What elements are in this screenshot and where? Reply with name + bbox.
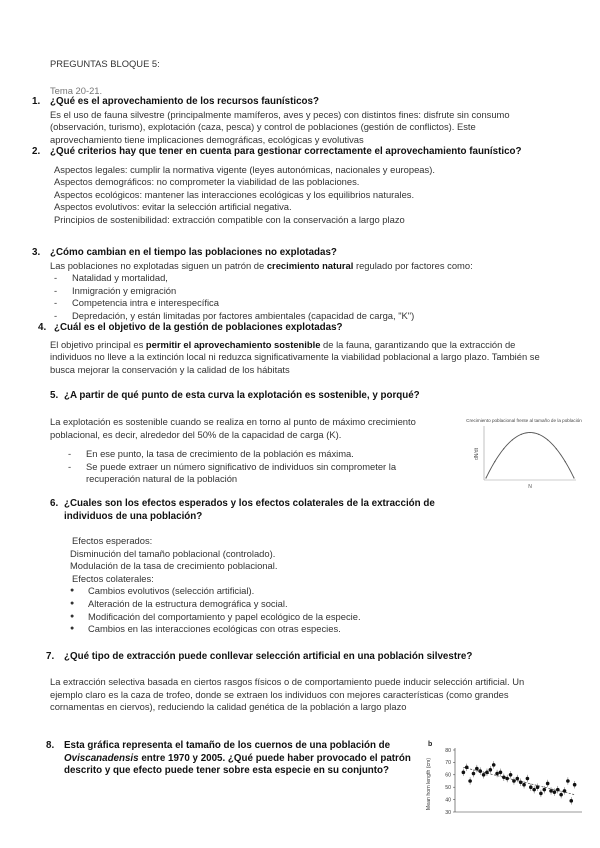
collateral-list [68, 585, 532, 635]
data-point [462, 771, 466, 775]
data-point [468, 779, 472, 783]
question-number: 4. [38, 322, 47, 333]
data-point [472, 772, 476, 776]
criteria-line: Principios de sostenibilidad: extracción compatible con la conservación a largo plazo [54, 213, 405, 225]
reason-list [50, 448, 444, 486]
y-tick-label: 80 [445, 747, 451, 754]
list-item: ● Modificación del comportamiento y papel ecológico de la especie. [68, 611, 532, 624]
question-number: 8. [46, 740, 55, 751]
q6-effects [72, 535, 532, 636]
highlight-text: crecimiento natural [266, 259, 354, 271]
data-point [556, 788, 560, 792]
question-number: 7. [46, 651, 55, 662]
answer-text: Es el uso de fauna silvestre (principalmente mamíferos, aves y peces) con distintos fines: disfrute sin consumo (observación, turismo), explotación (caza, pesca) y control de poblaciones (gestión de conflictos). Este aprovechamiento tiene implicaciones demográficas, ecológicas y evolutivas [50, 108, 510, 145]
list-item: - Competencia intra e interespecífica [50, 297, 552, 310]
criteria-line: Aspectos evolutivos: evitar la selección artificial negativa. [54, 201, 292, 213]
question-4 [38, 322, 558, 376]
question-text: ¿Qué criterios hay que tener en cuenta para gestionar correctamente el aprovechamiento faunístico? [50, 146, 522, 157]
curve-point [521, 434, 522, 435]
q5-answer [50, 416, 450, 486]
data-point [512, 779, 516, 783]
chart-title: Crecimiento poblacional frente al tamaño de la población [466, 418, 582, 423]
list-item: ● Cambios evolutivos (selección artificial). [68, 585, 532, 598]
data-point [549, 789, 553, 793]
horn-length-figure [424, 738, 584, 818]
data-point [566, 779, 570, 783]
highlight-text: permitir el aprovechamiento sostenible [145, 338, 321, 350]
curve-point [503, 448, 504, 449]
question-text: ¿Cómo cambian en el tiempo las poblaciones no explotadas? [50, 247, 337, 258]
answer-text: Las poblaciones no explotadas siguen un patrón de crecimiento natural regulado por factores como: [50, 259, 473, 271]
data-point [475, 767, 479, 771]
curve-point [529, 432, 530, 433]
topic-label: Tema 20-21. [50, 85, 103, 96]
question-2 [32, 146, 542, 227]
data-point [559, 793, 563, 797]
y-tick-label: 40 [445, 797, 451, 804]
data-point [482, 773, 486, 777]
data-point [539, 792, 543, 796]
question-3 [32, 247, 552, 323]
data-point [553, 790, 557, 794]
question-number: 2. [32, 146, 41, 157]
panel-label: b [428, 741, 433, 748]
growth-curve-figure [462, 414, 582, 492]
y-tick-label: 30 [445, 809, 451, 816]
data-point [519, 780, 523, 784]
y-tick-label: 60 [445, 772, 451, 779]
data-point [489, 768, 493, 772]
curve-point [512, 439, 513, 440]
y-tick-label: 50 [445, 785, 451, 791]
question-6 [50, 498, 470, 523]
data-point [465, 766, 469, 770]
curve-point [573, 477, 574, 478]
expected-item: Disminución del tamaño poblacional (controlado). [70, 547, 276, 559]
species-name: Oviscanadensis [64, 752, 139, 764]
list-item: - En ese punto, la tasa de crecimiento de la población es máxima. [64, 448, 444, 461]
list-item: ● Cambios en las interacciones ecológicas con otras especies. [68, 623, 532, 636]
expected-title: Efectos esperados: [72, 535, 153, 546]
y-axis-label: dN/dt [474, 448, 480, 460]
factor-list [32, 272, 552, 322]
criteria-list [32, 164, 542, 227]
data-point [499, 771, 503, 775]
answer-text: La explotación es sostenible cuando se realiza en torno al punto de máximo crecimiento poblacional, es decir, alrededor del 50% de la capacidad de carga (K). [50, 416, 416, 440]
question-text: ¿Cuál es el objetivo de la gestión de poblaciones explotadas? [54, 322, 343, 333]
y-tick-label: 70 [445, 760, 451, 767]
question-number: 6. [50, 498, 59, 509]
data-point [563, 789, 567, 793]
data-point [522, 783, 526, 787]
data-point [485, 771, 489, 775]
x-axis-label: N [528, 484, 532, 490]
question-number: 5. [50, 390, 59, 401]
criteria-line: Aspectos legales: cumplir la normativa vigente (leyes autonómicas, nacionales y europeas). [54, 163, 435, 175]
list-item: - Natalidad y mortalidad, [50, 272, 552, 285]
question-text: ¿Cuales son los efectos esperados y los efectos colaterales de la extracción de individuos de una población? [64, 498, 435, 522]
data-point [546, 782, 550, 786]
data-point [509, 773, 513, 777]
collateral-title: Efectos colaterales: [72, 572, 154, 584]
criteria-line: Aspectos ecológicos: mantener las interacciones ecológicas y los equilibrios naturales. [54, 188, 415, 200]
answer-text: El objetivo principal es permitir el aprovechamiento sostenible de la fauna, garantizando que la extracción de individuos no lleve a la extinción local ni reduzca significativamente la viabilidad poblacional a largo plazo. También se busca mejorar la conservación y la calidad de los hábitats [50, 338, 540, 375]
curve-point [547, 439, 548, 440]
question-7 [46, 651, 566, 664]
growth-curve-line [486, 433, 574, 478]
curve-point [565, 461, 566, 462]
growth-curve-chart [462, 414, 582, 492]
y-axis-label: Mean horn length (cm) [426, 757, 432, 811]
question-text: ¿A partir de qué punto de esta curva la explotación es sostenible, y porqué? [64, 390, 420, 401]
question-8: 8. Esta gráfica representa el tamaño de los cuernos de una población de Oviscanadensis entre 1970 y 2005. ¿Qué puede haber provocado el patrón descrito y que efecto puede tener sobre esta especie en su conjunto? [46, 740, 411, 777]
page-title: PREGUNTAS BLOQUE 5: [50, 58, 160, 69]
curve-point [485, 477, 486, 478]
question-1 [32, 96, 542, 146]
answer-text: La extracción selectiva basada en ciertos rasgos físicos o de comportamiento puede inducir selección artificial. Un ejemplo claro es la caza de trofeo, donde se extraen los individuos con mejores características (como grandes cornamentas en ciervos), reduciendo la calidad genética de la población a largo plazo [50, 676, 525, 713]
list-item: - Depredación, y están limitadas por factores ambientales (capacidad de carga, "K") [50, 310, 552, 323]
data-point [569, 799, 573, 803]
question-number: 3. [32, 247, 41, 258]
data-point [529, 785, 533, 789]
list-item: ● Alteración de la estructura demográfica y social. [68, 598, 532, 611]
horn-length-chart [424, 738, 584, 818]
data-point [505, 777, 509, 781]
question-text: ¿Qué es el aprovechamiento de los recursos faunísticos? [50, 96, 319, 107]
data-point [492, 763, 496, 767]
data-point [542, 788, 546, 792]
data-point [536, 785, 540, 789]
data-point [516, 777, 520, 781]
data-point [573, 783, 577, 787]
data-point [495, 772, 499, 776]
data-point [526, 777, 530, 781]
curve-point [538, 434, 539, 435]
curve-point [556, 448, 557, 449]
question-5 [50, 390, 550, 403]
expected-item: Modulación de la tasa de crecimiento poblacional. [70, 560, 278, 572]
data-point [532, 788, 536, 792]
question-text: ¿Qué tipo de extracción puede conllevar selección artificial en una población silvestre? [64, 651, 473, 662]
data-point [478, 769, 482, 773]
question-number: 1. [32, 96, 41, 107]
criteria-line: Aspectos demográficos: no comprometer la viabilidad de las poblaciones. [54, 176, 360, 188]
list-item: - Inmigración y emigración [50, 285, 552, 298]
curve-point [494, 461, 495, 462]
data-point [502, 775, 506, 779]
list-item: - Se puede extraer un número significativo de individuos sin comprometer la recuperación natural de la población [64, 461, 444, 486]
